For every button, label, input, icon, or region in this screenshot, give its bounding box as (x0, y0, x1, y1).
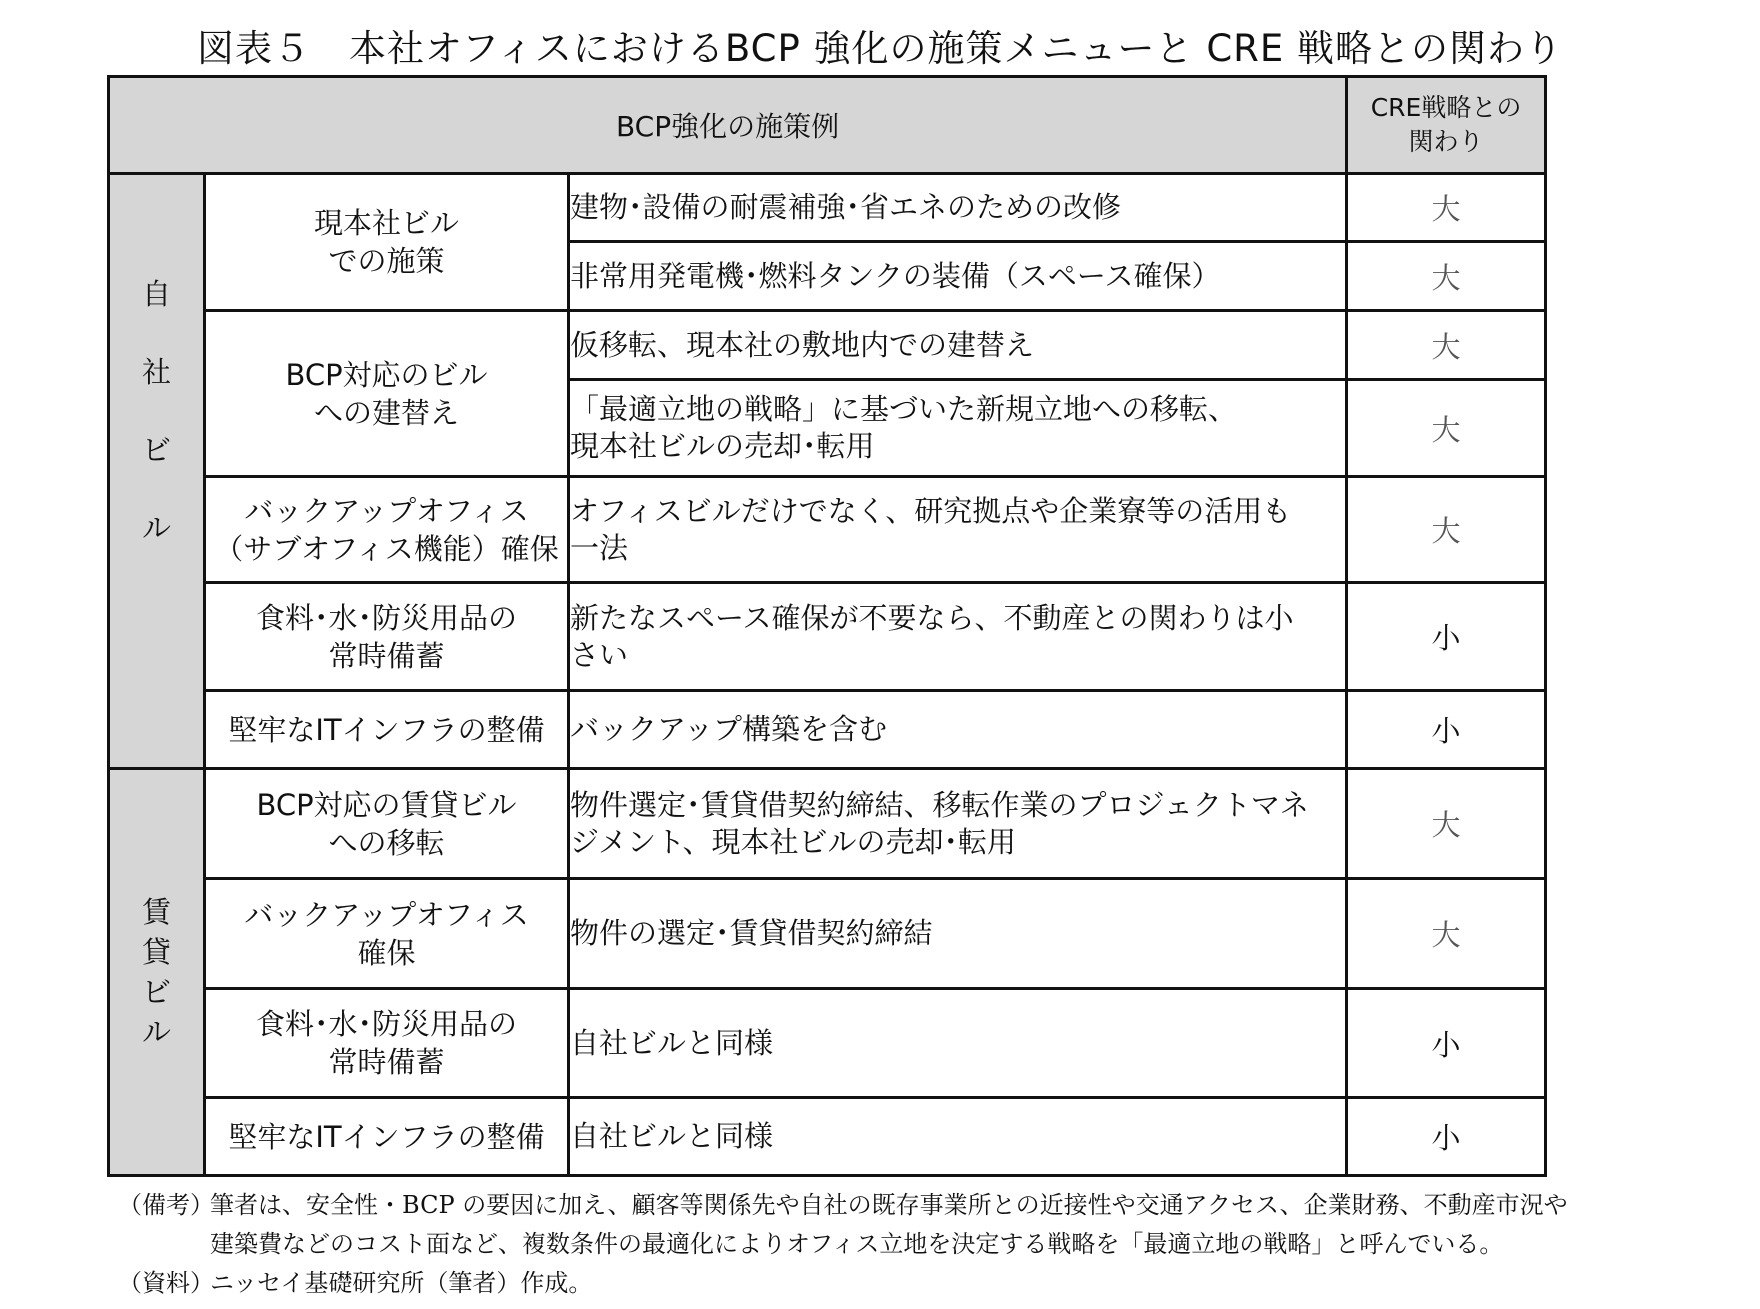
category-line1: BCP対応のビル (285, 357, 488, 392)
source-label: （資料） (118, 1269, 214, 1297)
description-line1: オフィスビルだけでなく、研究拠点や企業寮等の活用も (570, 493, 1292, 528)
group-char: ビ (141, 433, 171, 467)
table-row (109, 691, 1546, 769)
group-char: 賃 (141, 895, 171, 929)
category-line2: （サブオフィス機能）確保 (214, 531, 559, 566)
description-line2: 一法 (570, 530, 629, 565)
relation-cell: 小 (1347, 1098, 1546, 1176)
table-row (109, 879, 1546, 989)
description-cell (569, 989, 1347, 1098)
description-line1: 非常用発電機･燃料タンクの装備（スペース確保） (570, 258, 1221, 293)
category-line2: への建替え (313, 395, 459, 430)
category-cell (205, 477, 569, 583)
source-note (118, 1264, 1750, 1303)
source-text: ニッセイ基礎研究所（筆者）作成。 (210, 1269, 593, 1297)
figure-title: 図表５ 本社オフィスにおけるBCP 強化の施策メニューと CRE 戦略との関わり (196, 27, 1563, 70)
category-cell (205, 879, 569, 989)
description-cell (569, 380, 1347, 477)
group-label-own-building (109, 174, 205, 769)
category-line2: への移転 (328, 825, 445, 860)
bcp-measures-table (107, 75, 1547, 1177)
category-cell (205, 311, 569, 477)
description-line1: 自社ビルと同様 (570, 1119, 774, 1153)
category-line2: での施策 (328, 244, 445, 278)
category-cell (205, 583, 569, 691)
group-char: ル (141, 1015, 171, 1049)
relation-cell: 大 (1347, 380, 1546, 477)
category-cell (205, 769, 569, 879)
description-cell (569, 583, 1347, 691)
header-measures: BCP強化の施策例 (109, 77, 1347, 174)
remarks-label: （備考） (118, 1191, 214, 1219)
category-line1: バックアップオフィス (244, 897, 529, 932)
relation-cell: 大 (1347, 879, 1546, 989)
description-cell (569, 691, 1347, 769)
category-cell (205, 691, 569, 769)
remarks-line1: 筆者は、安全性・BCP の要因に加え、顧客等関係先や自社の既存事業所との近接性や交通アクセス、企業財務、不動産市況や (210, 1191, 1568, 1219)
table-row (109, 769, 1546, 879)
category-line1: BCP対応の賃貸ビル (256, 787, 517, 822)
category-line1: 堅牢なITインフラの整備 (228, 712, 545, 747)
category-line1: 現本社ビル (313, 206, 459, 240)
remarks-line2: 建築費などのコスト面など、複数条件の最適化によりオフィス立地を決定する戦略を「最適立地の戦略」と呼んでいる。 (210, 1230, 1504, 1258)
description-cell (569, 769, 1347, 879)
relation-cell: 大 (1347, 174, 1546, 242)
description-line1: 物件の選定･賃貸借契約締結 (570, 916, 933, 950)
relation-cell: 小 (1347, 989, 1546, 1098)
group-char: ル (141, 511, 171, 545)
group-char: ビ (141, 975, 171, 1009)
relation-cell: 大 (1347, 242, 1546, 311)
remarks-note (118, 1186, 1750, 1264)
description-line1: 物件選定･賃貸借契約締結、移転作業のプロジェクトマネ (570, 787, 1309, 822)
description-cell (569, 1098, 1347, 1176)
description-line1: 新たなスペース確保が不要なら、不動産との関わりは小 (570, 600, 1294, 635)
description-line2: ジメント、現本社ビルの売却･転用 (570, 824, 1017, 859)
group-char: 貸 (141, 935, 171, 969)
relation-cell: 大 (1347, 477, 1546, 583)
group-char: 自 (141, 277, 171, 311)
header-relation (1347, 77, 1546, 174)
remarks-text (210, 1186, 1750, 1264)
category-line2: 確保 (357, 935, 416, 970)
category-line1: 食料･水･防災用品の (255, 600, 517, 635)
category-line2: 常時備蓄 (328, 638, 445, 673)
group-label-rental-building (109, 769, 205, 1176)
table-row (109, 583, 1546, 691)
table-row (109, 477, 1546, 583)
group-char: 社 (141, 355, 171, 389)
description-line2: 現本社ビルの売却･転用 (570, 429, 875, 463)
description-cell (569, 879, 1347, 989)
category-line1: バックアップオフィス (244, 493, 529, 528)
description-line2: さい (570, 637, 629, 672)
description-cell (569, 311, 1347, 380)
description-line1: 建物･設備の耐震補強･省エネのための改修 (570, 190, 1122, 224)
table-row (109, 174, 1546, 242)
notes-block (118, 1186, 1750, 1303)
category-line2: 常時備蓄 (328, 1045, 445, 1079)
relation-cell: 大 (1347, 311, 1546, 380)
description-line1: 仮移転、現本社の敷地内での建替え (570, 327, 1035, 362)
description-line1: 「最適立地の戦略」に基づいた新規立地への移転、 (570, 392, 1238, 426)
category-cell (205, 174, 569, 311)
description-cell (569, 242, 1347, 311)
category-cell (205, 1098, 569, 1176)
description-cell (569, 174, 1347, 242)
table-header-row (109, 77, 1546, 174)
relation-cell: 小 (1347, 691, 1546, 769)
header-relation-line1: CRE戦略との (1370, 93, 1522, 122)
category-line1: 堅牢なITインフラの整備 (228, 1119, 545, 1154)
table-row (109, 1098, 1546, 1176)
relation-cell: 大 (1347, 769, 1546, 879)
description-line1: バックアップ構築を含む (570, 712, 887, 746)
table-row (109, 311, 1546, 380)
category-cell (205, 989, 569, 1098)
relation-cell: 小 (1347, 583, 1546, 691)
category-line1: 食料･水･防災用品の (255, 1007, 517, 1041)
description-cell (569, 477, 1347, 583)
header-relation-line2: 関わり (1408, 127, 1484, 156)
table-row (109, 989, 1546, 1098)
description-line1: 自社ビルと同様 (570, 1025, 774, 1060)
